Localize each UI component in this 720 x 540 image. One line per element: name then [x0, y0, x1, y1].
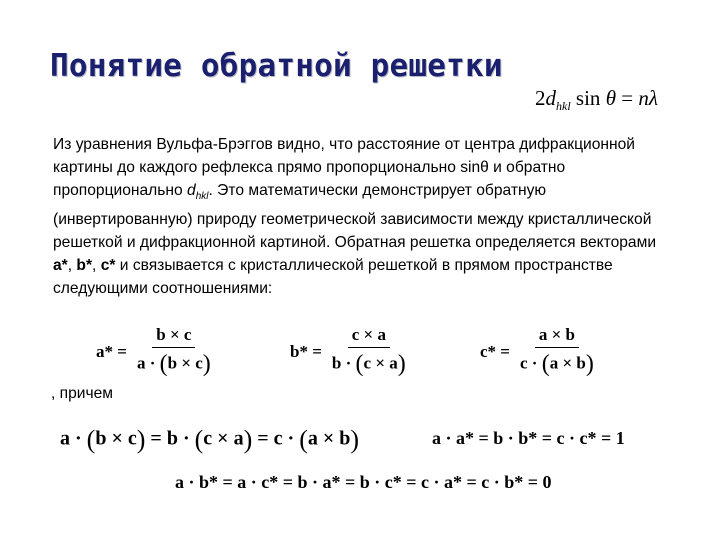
den-inner: c × a — [363, 353, 398, 373]
orthogonality-equation: a · b* = a · c* = b · a* = b · c* = c · a* = c · b* = 0 — [175, 472, 552, 492]
numerator-a-star: b × c — [152, 325, 195, 348]
denominator-a-star: a · (b × c) — [136, 351, 211, 377]
vector-a-star: a* — [53, 257, 68, 275]
denominator-c-star: c · (a × b) — [519, 351, 594, 377]
paragraph-part-2: . Это математически демонстрирует обратную (инвертированную) природу геометрической зависимости между кристаллической решеткой и дифракционной картиной. Обратная решетка определяется векторами — [53, 182, 657, 252]
bragg-equation: $2d_{hkl}$ sin θ = nλ — [535, 86, 658, 114]
paragraph-part-3: и связывается с кристаллической решеткой в прямом пространстве следующими соотношениями: — [53, 257, 613, 298]
den-prefix: b · — [331, 353, 356, 373]
fraction-a-star — [133, 325, 215, 378]
fraction-c-star — [516, 325, 598, 378]
lhs-b-star: b* = — [290, 341, 322, 361]
den-inner: b × c — [167, 353, 203, 373]
definition-a-star — [96, 325, 215, 378]
fraction-b-star — [328, 325, 410, 378]
tp-2-inner: c × a — [203, 427, 244, 450]
paragraph-part-1: Из уравнения Вульфа-Брэггов видно, что расстояние от центра дифракционной картины до каждого рефлекса прямо пропорционально sinθ и обратно пропорционально — [53, 136, 635, 199]
vector-c-star: c* — [100, 257, 116, 275]
definition-b-star — [290, 325, 410, 378]
normalization-equation: a · a* = b · b* = c · c* = 1 — [432, 428, 625, 448]
triple-product-equation: a · (b × c) = b · (c × a) = c · (a × b) — [60, 425, 360, 454]
den-prefix: a · — [136, 353, 160, 373]
lhs-c-star: c* = — [480, 341, 510, 361]
den-prefix: c · — [519, 353, 542, 373]
hkl-subscript: hkl — [195, 191, 209, 203]
numerator-c-star: a × b — [535, 325, 579, 348]
vector-b-star: b* — [76, 257, 93, 275]
tp-1-inner: b × c — [95, 427, 137, 450]
slide-title: Понятие обратной решетки — [50, 48, 503, 84]
tp-2-prefix: = b · — [145, 427, 195, 450]
definition-c-star — [480, 325, 598, 378]
lhs-a-star: a* = — [96, 341, 127, 361]
d-symbol: d — [187, 182, 196, 199]
numerator-b-star: c × a — [348, 325, 390, 348]
denominator-b-star: b · (c × a) — [331, 351, 406, 377]
separator-1: , — [67, 257, 77, 275]
separator-2: , — [92, 257, 101, 275]
den-inner: a × b — [549, 353, 586, 373]
tp-3-inner: a × b — [307, 427, 351, 450]
body-paragraph — [53, 133, 673, 300]
tp-3-prefix: = c · — [252, 427, 300, 450]
tail-text: , причем — [51, 385, 114, 402]
tp-1-prefix: a · — [60, 427, 87, 450]
